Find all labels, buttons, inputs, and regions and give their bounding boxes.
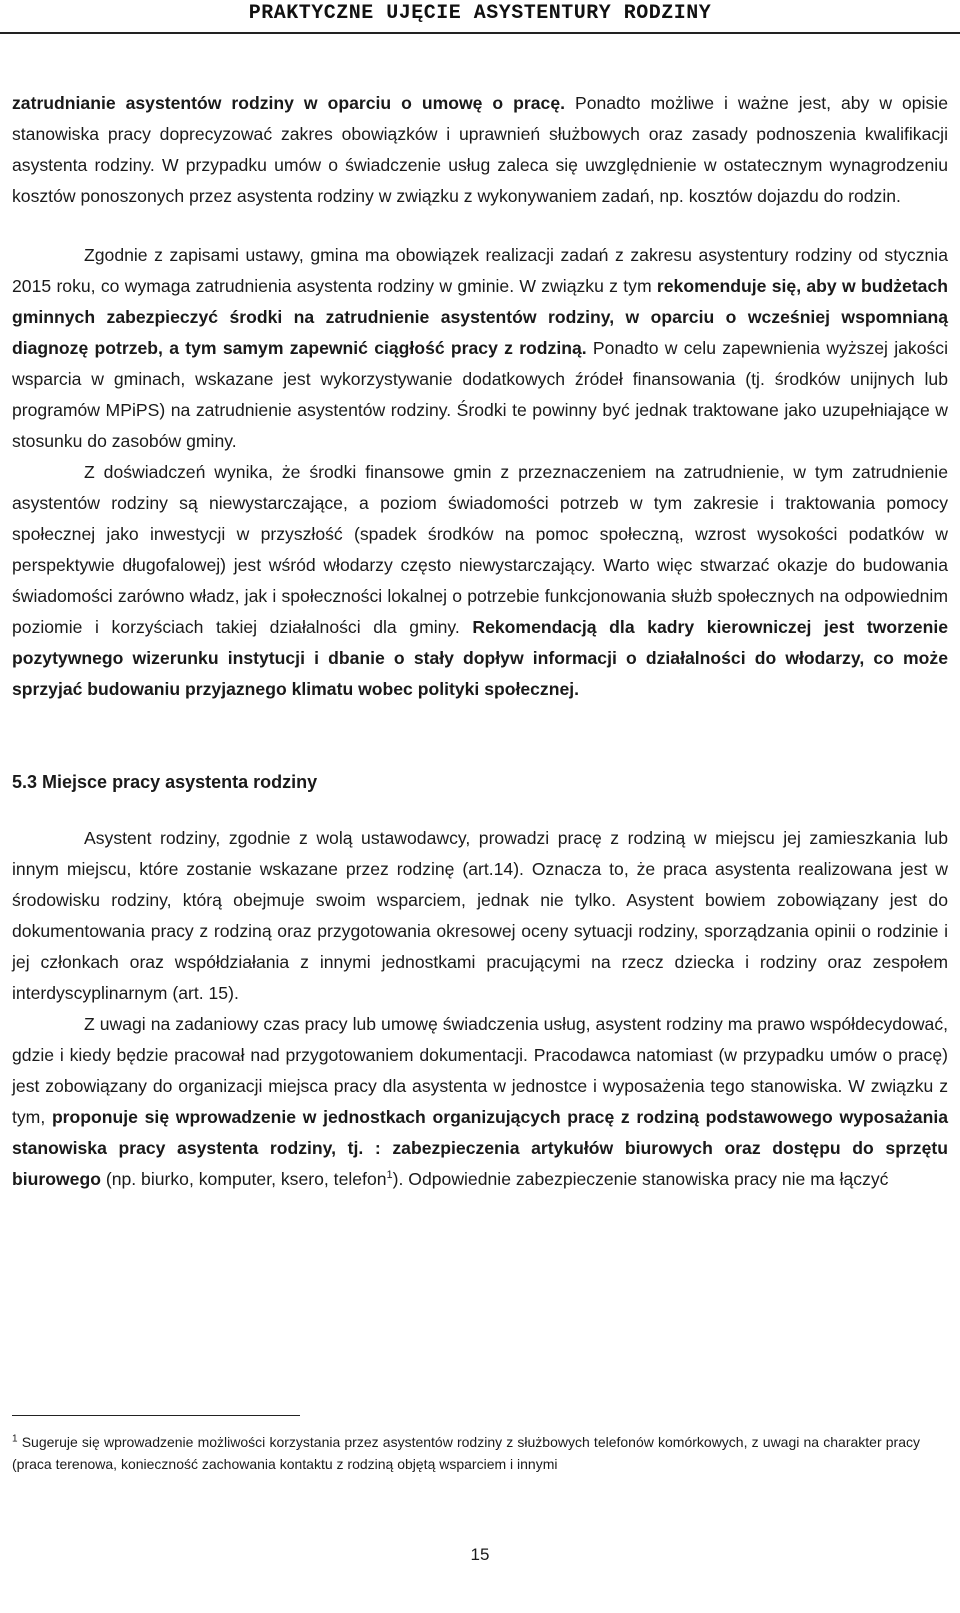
footnote-marker: 1 bbox=[12, 1433, 18, 1445]
paragraph-1-text: Ponadto możliwe i ważne jest, aby w opisie stanowiska pracy doprecyzować zakres obowiązków i uprawnień służbowych oraz zasady podnoszenia kwalifikacji asystenta rodziny. W przypadku umów o świadczenie usług zaleca się uwzględnienie w ostatecznym wynagrodzeniu kosztów ponoszonych przez asystenta rodziny w związku z wykonywaniem zadań, np. kosztów dojazdu do rodzin. bbox=[12, 93, 948, 206]
running-header-title: PRAKTYCZNE UJĘCIE ASYSTENTURY RODZINY bbox=[248, 2, 712, 25]
footnote-separator bbox=[12, 1415, 300, 1416]
paragraph-2-bold: rekomenduje się, aby w budżetach gminnych zabezpieczyć środki na zatrudnienie asystentów rodziny, w oparciu o wcześniej wspomnianą diagnozę potrzeb, a tym samym zapewnić ciągłość pracy z rodziną. bbox=[12, 276, 948, 358]
footnote-text: Sugeruje się wprowadzenie możliwości korzystania przez asystentów rodziny z służbowych telefonów komórkowych, z uwagi na charakter pracy (praca terenowa, konieczność zachowania kontaktu z rodziną objętą wsparciem i innymi bbox=[12, 1434, 920, 1472]
paragraph-5-text-a: Z uwagi na zadaniowy czas pracy lub umowę świadczenia usług, asystent rodziny ma prawo współdecydować, gdzie i kiedy będzie pracował nad przygotowaniem dokumentacji. Pracodawca natomiast (w przypadku umów o pracę) jest zobowiązany do organizacji miejsca pracy dla asystenta w jednostce i wyposażenia tego stanowiska. W związku z tym, bbox=[12, 1014, 948, 1127]
paragraph-3 bbox=[12, 457, 948, 705]
paragraph-4: Asystent rodziny, zgodnie z wolą ustawodawcy, prowadzi pracę z rodziną w miejscu jej zamieszkania lub innym miejscu, które zostanie wskazane przez rodzinę (art.14). Oznacza to, że praca asystenta realizowana jest w środowisku rodziny, którą obejmuje swoim wsparciem, jednak nie tylko. Asystent bowiem zobowiązany jest do dokumentowania pracy z rodziną oraz przygotowania okresowej oceny sytuacji rodziny, sporządzania opinii o rodzinie i jej członkach oraz współdziałania z innymi jednostkami pracującymi na rzecz dziecka i rodziny oraz zespołem interdyscyplinarnym (art. 15). bbox=[12, 828, 948, 1003]
paragraph-2-text-b: Ponadto w celu zapewnienia wyższej jakości wsparcia w gminach, wskazane jest wykorzystywanie dodatkowych źródeł finansowania (tj. środków unijnych lub programów MPiPS) na zatrudnienie asystentów rodziny. Środki te powinny być jednak traktowane jako uzupełniające w stosunku do zasobów gminy. bbox=[12, 338, 948, 451]
paragraph-5-text-b: (np. biurko, komputer, ksero, telefon bbox=[100, 1169, 387, 1189]
footnote-reference[interactable]: 1 bbox=[386, 1169, 393, 1182]
header-rule bbox=[0, 32, 960, 34]
section-heading: 5.3 Miejsce pracy asystenta rodziny bbox=[12, 772, 318, 792]
paragraph-2 bbox=[12, 240, 948, 457]
page-body bbox=[12, 88, 948, 1195]
paragraph-5 bbox=[12, 1009, 948, 1195]
paragraph-1 bbox=[12, 88, 948, 212]
paragraph-3-bold: Rekomendacją dla kadry kierowniczej jest tworzenie pozytywnego wizerunku instytucji i dbanie o stały dopływ informacji o działalności do włodarzy, co może sprzyjać budowaniu przyjaznego klimatu wobec polityki społecznej. bbox=[12, 617, 949, 699]
paragraph-3-text: Z doświadczeń wynika, że środki finansowe gmin z przeznaczeniem na zatrudnienie, w tym zatrudnienie asystentów rodziny są niewystarczające, a poziom świadomości potrzeb w tym zakresie i traktowania pomocy społecznej jako inwestycji w przyszłość (spadek środków na pomoc społeczną, wzrost wysokości podatków w perspektywie długofalowej) jest wśród włodarzy często niewystarczający. Warto więc stwarzać okazje do budowania świadomości zarówno władz, jak i społeczności lokalnej o potrzebie funkcjonowania służb społecznych na odpowiednim poziomie i korzyściach takiej działalności dla gminy. bbox=[12, 462, 948, 637]
paragraph-2-text-a: Zgodnie z zapisami ustawy, gmina ma obowiązek realizacji zadań z zakresu asystentury rodziny od stycznia 2015 roku, co wymaga zatrudnienia asystenta rodziny w gminie. W związku z tym bbox=[12, 245, 948, 296]
page-header bbox=[0, 0, 960, 25]
paragraph-5-bold: proponuje się wprowadzenie w jednostkach organizujących pracę z rodziną podstawowego wyposażania stanowiska pracy asystenta rodziny, tj. : zabezpieczenia artykułów biurowych oraz dostępu do sprzętu biurowego bbox=[12, 1107, 948, 1189]
footnote bbox=[12, 1431, 920, 1475]
paragraph-5-text-c: ). Odpowiednie zabezpieczenie stanowiska pracy nie ma łączyć bbox=[392, 1169, 889, 1189]
page-number: 15 bbox=[470, 1545, 490, 1564]
paragraph-1-bold: zatrudnianie asystentów rodziny w oparciu o umowę o pracę. bbox=[12, 93, 565, 113]
